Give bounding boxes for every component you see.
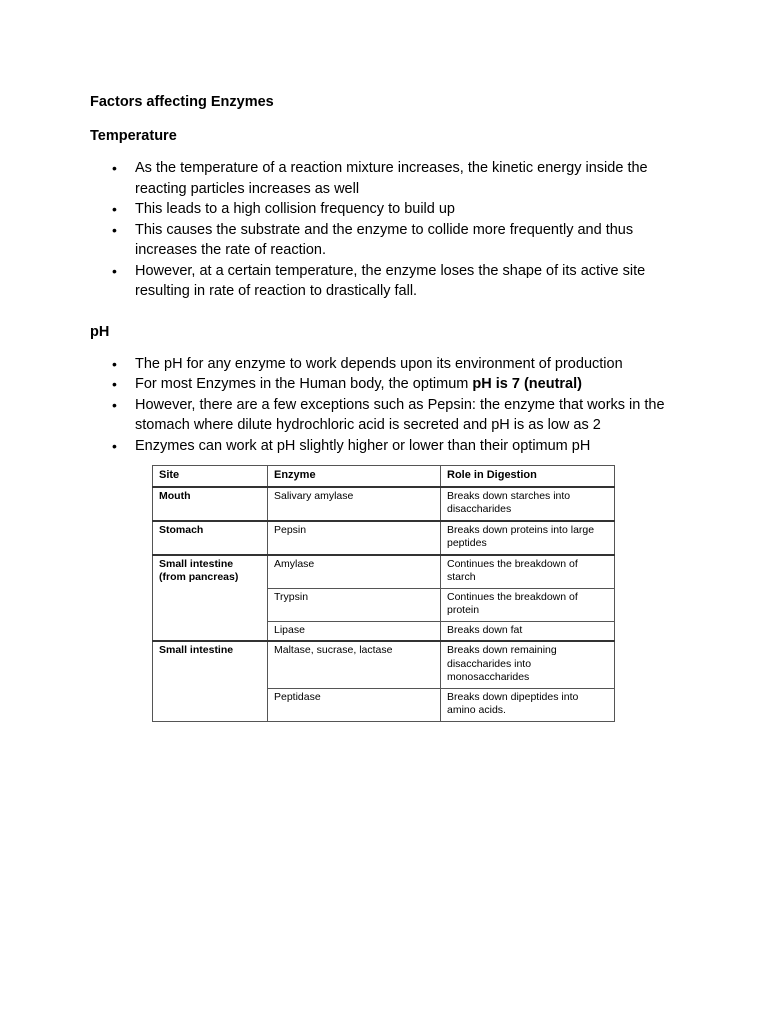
cell-role: Breaks down remaining disaccharides into monosaccharides <box>441 641 615 688</box>
table-row <box>153 521 615 555</box>
list-item <box>90 374 690 395</box>
cell-site: Small intestine <box>153 641 268 721</box>
section-heading-ph: pH <box>90 323 110 340</box>
cell-site: Small intestine (from pancreas) <box>153 555 268 642</box>
cell-role: Breaks down proteins into large peptides <box>441 521 615 555</box>
cell-enzyme: Amylase <box>268 555 441 589</box>
cell-enzyme: Peptidase <box>268 688 441 721</box>
list-item: • This leads to a high collision frequency to build up <box>90 199 690 220</box>
cell-enzyme: Lipase <box>268 621 441 641</box>
cell-site: Mouth <box>153 487 268 521</box>
cell-enzyme: Salivary amylase <box>268 487 441 521</box>
ph-bullet-list <box>90 354 690 457</box>
list-item: • Enzymes can work at pH slightly higher or lower than their optimum pH <box>90 436 690 457</box>
cell-role: Breaks down starches into disaccharides <box>441 487 615 521</box>
digestive-enzymes-table-wrapper <box>152 465 615 722</box>
cell-enzyme: Maltase, sucrase, lactase <box>268 641 441 688</box>
list-item: • However, at a certain temperature, the enzyme loses the shape of its active site resulting in rate of reaction to drastically fall. <box>90 261 690 302</box>
temperature-bullet-list <box>90 158 690 302</box>
document-title: Factors affecting Enzymes <box>90 94 274 110</box>
section-heading-temperature: Temperature <box>90 128 177 144</box>
cell-role: Continues the breakdown of starch <box>441 555 615 589</box>
header-site: Site <box>153 466 268 487</box>
digestive-enzymes-table <box>152 465 615 722</box>
table-row <box>153 555 615 589</box>
table-header-row <box>153 466 615 487</box>
table-row <box>153 487 615 521</box>
cell-enzyme: Trypsin <box>268 588 441 621</box>
ph-optimum-value: pH is 7 (neutral) <box>472 376 582 392</box>
header-enzyme: Enzyme <box>268 466 441 487</box>
cell-role: Breaks down fat <box>441 621 615 641</box>
list-item: • The pH for any enzyme to work depends upon its environment of production <box>90 354 690 375</box>
list-item: • This causes the substrate and the enzyme to collide more frequently and thus increases the rate of reaction. <box>90 220 690 261</box>
header-role: Role in Digestion <box>441 466 615 487</box>
cell-site: Stomach <box>153 521 268 555</box>
ph-optimum-text: For most Enzymes in the Human body, the optimum <box>135 376 473 392</box>
table-row <box>153 641 615 688</box>
list-item: • However, there are a few exceptions such as Pepsin: the enzyme that works in the stomach where dilute hydrochloric acid is secreted and pH is as low as 2 <box>90 395 690 436</box>
document-page <box>90 92 690 470</box>
list-item: • As the temperature of a reaction mixture increases, the kinetic energy inside the reacting particles increases as well <box>90 158 690 199</box>
cell-enzyme: Pepsin <box>268 521 441 555</box>
cell-role: Continues the breakdown of protein <box>441 588 615 621</box>
cell-role: Breaks down dipeptides into amino acids. <box>441 688 615 721</box>
